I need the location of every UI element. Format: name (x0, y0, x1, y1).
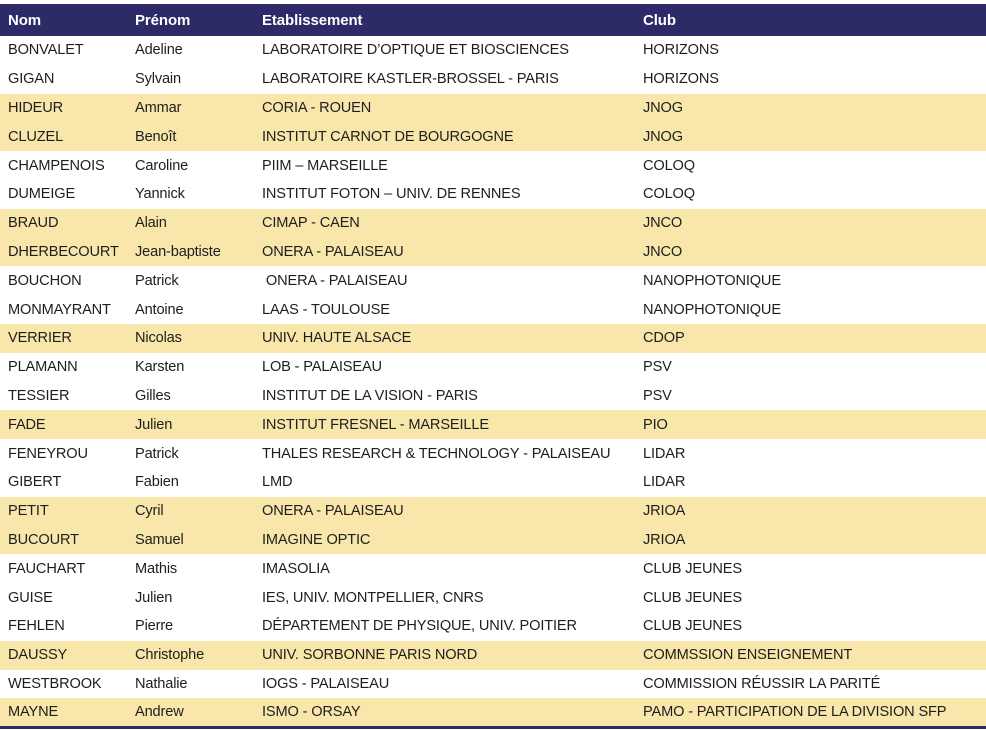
cell-club: COMMISSION RÉUSSIR LA PARITÉ (635, 670, 986, 699)
table-row (0, 670, 986, 699)
cell-prenom: Julien (127, 583, 254, 612)
table-row (0, 122, 986, 151)
cell-prenom: Adeline (127, 36, 254, 65)
cell-club: COLOQ (635, 180, 986, 209)
cell-prenom: Alain (127, 209, 254, 238)
cell-prenom: Caroline (127, 151, 254, 180)
cell-club: CLUB JEUNES (635, 612, 986, 641)
cell-club: COMMSSION ENSEIGNEMENT (635, 641, 986, 670)
cell-nom: BRAUD (0, 209, 127, 238)
cell-club: PSV (635, 353, 986, 382)
table-row (0, 209, 986, 238)
table-row (0, 36, 986, 65)
cell-nom: CLUZEL (0, 122, 127, 151)
cell-nom: PLAMANN (0, 353, 127, 382)
cell-etablissement: IMAGINE OPTIC (254, 526, 635, 555)
cell-prenom: Sylvain (127, 65, 254, 94)
cell-prenom: Cyril (127, 497, 254, 526)
cell-prenom: Pierre (127, 612, 254, 641)
cell-etablissement: LOB - PALAISEAU (254, 353, 635, 382)
table-row (0, 324, 986, 353)
cell-etablissement: CORIA - ROUEN (254, 94, 635, 123)
cell-etablissement: INSTITUT FOTON – UNIV. DE RENNES (254, 180, 635, 209)
cell-etablissement: LAAS - TOULOUSE (254, 295, 635, 324)
cell-etablissement: CIMAP - CAEN (254, 209, 635, 238)
cell-nom: WESTBROOK (0, 670, 127, 699)
cell-nom: FEHLEN (0, 612, 127, 641)
table-row (0, 641, 986, 670)
cell-club: JNCO (635, 209, 986, 238)
header-club: Club (635, 4, 986, 36)
cell-prenom: Jean-baptiste (127, 238, 254, 267)
cell-prenom: Christophe (127, 641, 254, 670)
cell-club: JRIOA (635, 497, 986, 526)
cell-nom: HIDEUR (0, 94, 127, 123)
cell-prenom: Yannick (127, 180, 254, 209)
cell-prenom: Patrick (127, 266, 254, 295)
cell-nom: FAUCHART (0, 554, 127, 583)
cell-nom: CHAMPENOIS (0, 151, 127, 180)
cell-nom: DAUSSY (0, 641, 127, 670)
table-row (0, 583, 986, 612)
table-row (0, 94, 986, 123)
table-row (0, 698, 986, 727)
cell-club: CLUB JEUNES (635, 583, 986, 612)
cell-etablissement: IMASOLIA (254, 554, 635, 583)
cell-club: NANOPHOTONIQUE (635, 266, 986, 295)
table-row (0, 554, 986, 583)
cell-etablissement: LABORATOIRE KASTLER-BROSSEL - PARIS (254, 65, 635, 94)
cell-etablissement: LABORATOIRE D’OPTIQUE ET BIOSCIENCES (254, 36, 635, 65)
header-row (0, 4, 986, 36)
cell-nom: FENEYROU (0, 439, 127, 468)
cell-nom: GIBERT (0, 468, 127, 497)
table-row (0, 410, 986, 439)
cell-etablissement: LMD (254, 468, 635, 497)
cell-etablissement: ONERA - PALAISEAU (254, 238, 635, 267)
cell-club: COLOQ (635, 151, 986, 180)
cell-club: PAMO - PARTICIPATION DE LA DIVISION SFP (635, 698, 986, 727)
cell-prenom: Mathis (127, 554, 254, 583)
cell-etablissement: IES, UNIV. MONTPELLIER, CNRS (254, 583, 635, 612)
cell-club: HORIZONS (635, 36, 986, 65)
cell-etablissement: ONERA - PALAISEAU (254, 497, 635, 526)
cell-club: JNOG (635, 94, 986, 123)
cell-club: LIDAR (635, 439, 986, 468)
header-etablissement: Etablissement (254, 4, 635, 36)
cell-prenom: Fabien (127, 468, 254, 497)
cell-club: JNOG (635, 122, 986, 151)
cell-nom: BOUCHON (0, 266, 127, 295)
cell-prenom: Samuel (127, 526, 254, 555)
cell-club: JNCO (635, 238, 986, 267)
table-row (0, 295, 986, 324)
table-row (0, 151, 986, 180)
table-row (0, 468, 986, 497)
cell-club: PSV (635, 382, 986, 411)
cell-nom: MAYNE (0, 698, 127, 727)
table-row (0, 526, 986, 555)
cell-etablissement: UNIV. HAUTE ALSACE (254, 324, 635, 353)
cell-club: HORIZONS (635, 65, 986, 94)
cell-nom: FADE (0, 410, 127, 439)
table-row (0, 180, 986, 209)
cell-prenom: Gilles (127, 382, 254, 411)
cell-nom: PETIT (0, 497, 127, 526)
table-row (0, 238, 986, 267)
cell-nom: DHERBECOURT (0, 238, 127, 267)
cell-club: CDOP (635, 324, 986, 353)
cell-nom: BUCOURT (0, 526, 127, 555)
cell-nom: GIGAN (0, 65, 127, 94)
cell-prenom: Nathalie (127, 670, 254, 699)
cell-club: LIDAR (635, 468, 986, 497)
cell-prenom: Julien (127, 410, 254, 439)
cell-prenom: Nicolas (127, 324, 254, 353)
cell-prenom: Patrick (127, 439, 254, 468)
cell-etablissement: THALES RESEARCH & TECHNOLOGY - PALAISEAU (254, 439, 635, 468)
cell-etablissement: DÉPARTEMENT DE PHYSIQUE, UNIV. POITIER (254, 612, 635, 641)
cell-nom: VERRIER (0, 324, 127, 353)
cell-club: PIO (635, 410, 986, 439)
attendees-table (0, 4, 986, 729)
table-row (0, 439, 986, 468)
cell-etablissement: INSTITUT CARNOT DE BOURGOGNE (254, 122, 635, 151)
cell-nom: DUMEIGE (0, 180, 127, 209)
cell-prenom: Benoît (127, 122, 254, 151)
header-nom: Nom (0, 4, 127, 36)
table-body (0, 36, 986, 727)
table-row (0, 612, 986, 641)
cell-prenom: Andrew (127, 698, 254, 727)
cell-club: CLUB JEUNES (635, 554, 986, 583)
table-row (0, 382, 986, 411)
cell-nom: BONVALET (0, 36, 127, 65)
table-row (0, 266, 986, 295)
cell-etablissement: ONERA - PALAISEAU (254, 266, 635, 295)
table-header (0, 4, 986, 36)
table-row (0, 353, 986, 382)
header-prenom: Prénom (127, 4, 254, 36)
table-row (0, 65, 986, 94)
cell-etablissement: ISMO - ORSAY (254, 698, 635, 727)
table-row (0, 497, 986, 526)
cell-etablissement: UNIV. SORBONNE PARIS NORD (254, 641, 635, 670)
cell-prenom: Karsten (127, 353, 254, 382)
cell-club: JRIOA (635, 526, 986, 555)
cell-etablissement: INSTITUT DE LA VISION - PARIS (254, 382, 635, 411)
cell-nom: TESSIER (0, 382, 127, 411)
cell-etablissement: IOGS - PALAISEAU (254, 670, 635, 699)
cell-prenom: Antoine (127, 295, 254, 324)
cell-nom: GUISE (0, 583, 127, 612)
cell-etablissement: INSTITUT FRESNEL - MARSEILLE (254, 410, 635, 439)
cell-club: NANOPHOTONIQUE (635, 295, 986, 324)
cell-etablissement: PIIM – MARSEILLE (254, 151, 635, 180)
cell-prenom: Ammar (127, 94, 254, 123)
cell-nom: MONMAYRANT (0, 295, 127, 324)
